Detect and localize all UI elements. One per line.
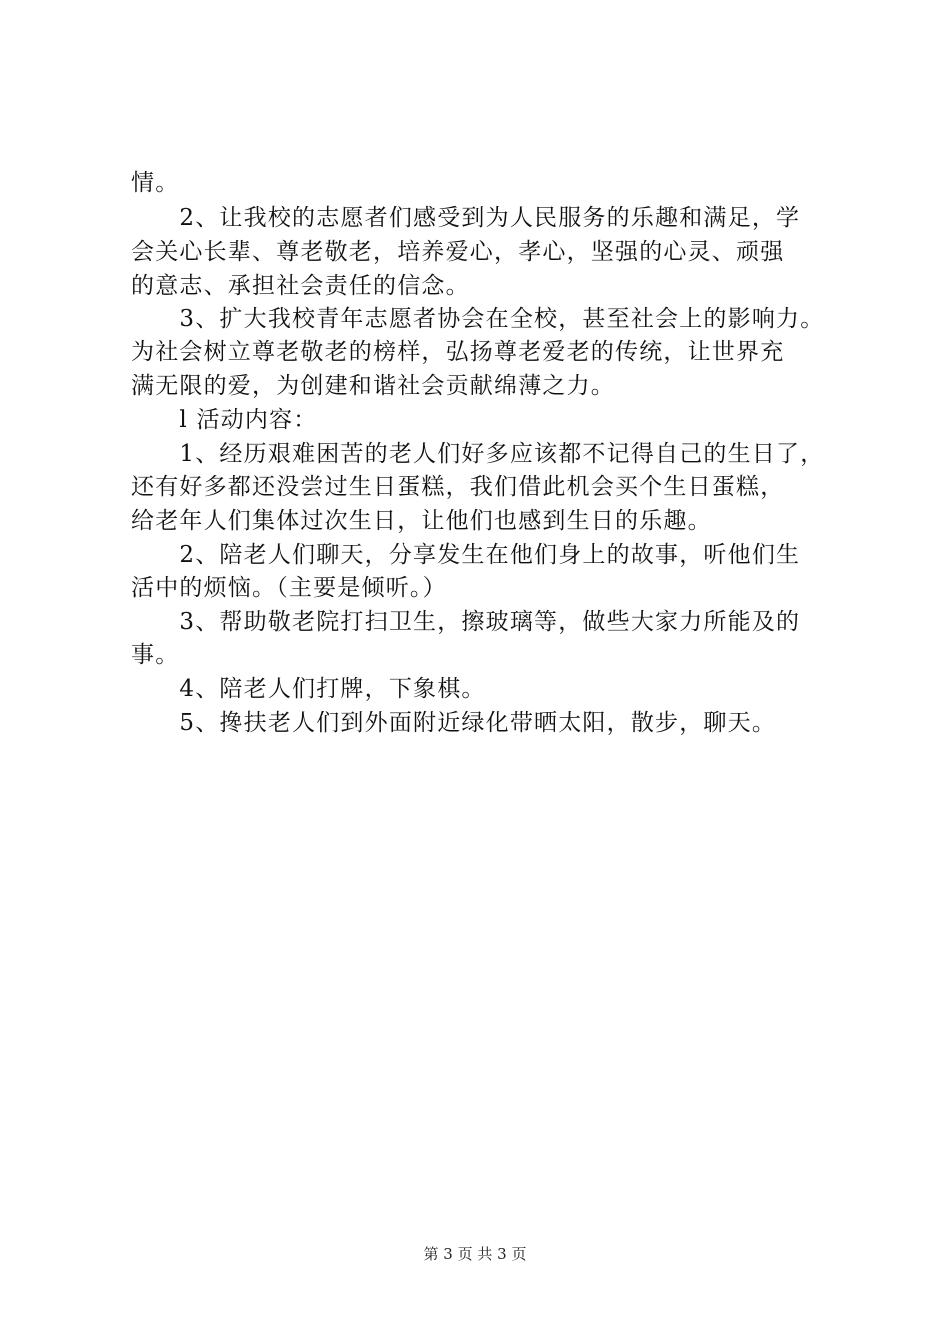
text-line: 5、搀扶老人们到外面附近绿化带晒太阳，散步，聊天。 <box>131 710 777 736</box>
text-line: 情。 <box>131 170 180 196</box>
text-line: 活中的烦恼。（主要是倾听。） <box>131 575 447 601</box>
text-line: 2、陪老人们聊天，分享发生在他们身上的故事，听他们生 <box>131 542 801 568</box>
page-footer: 第 3 页 共 3 页 <box>423 1245 527 1263</box>
text-line: 4、陪老人们打牌，下象棋。 <box>131 676 486 702</box>
text-line: 3、扩大我校青年志愿者协会在全校，甚至社会上的影响力。 <box>131 306 825 332</box>
text-line: 的意志、承担社会责任的信念。 <box>131 273 470 299</box>
text-line: 还有好多都还没尝过生日蛋糕，我们借此机会买个生日蛋糕， <box>131 474 785 500</box>
text-line: 会关心长辈、尊老敬老，培养爱心，孝心，坚强的心灵、顽强 <box>131 239 785 265</box>
text-line: l 活动内容： <box>131 407 318 433</box>
text-line: 事。 <box>131 642 180 668</box>
text-line: 2、让我校的志愿者们感受到为人民服务的乐趣和满足，学 <box>131 205 801 231</box>
text-line: 满无限的爱，为创建和谐社会贡献绵薄之力。 <box>131 373 615 399</box>
text-line: 为社会树立尊老敬老的榜样，弘扬尊老爱老的传统，让世界充 <box>131 339 785 365</box>
text-line: 1、经历艰难困苦的老人们好多应该都不记得自己的生日了， <box>131 441 825 467</box>
text-line: 给老年人们集体过次生日，让他们也感到生日的乐趣。 <box>131 508 712 534</box>
text-line: 3、帮助敬老院打扫卫生，擦玻璃等，做些大家力所能及的 <box>131 609 801 635</box>
